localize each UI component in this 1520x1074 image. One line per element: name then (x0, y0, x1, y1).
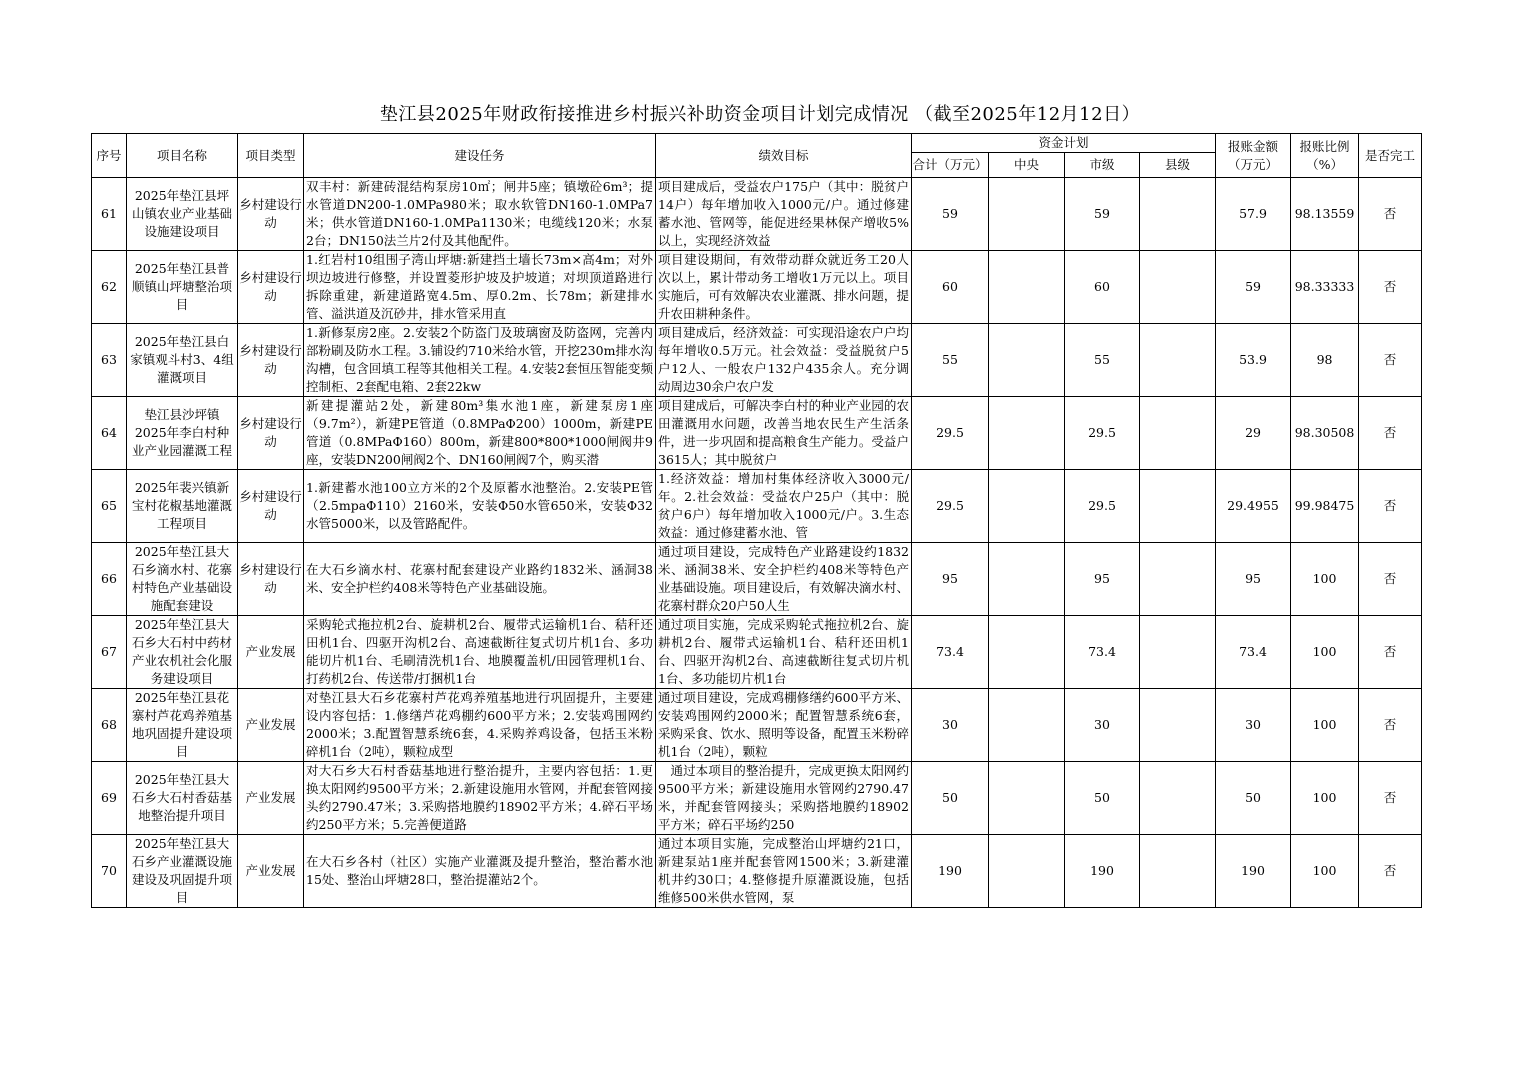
cell-county (1140, 616, 1216, 689)
cell-type: 乡村建设行动 (238, 178, 304, 251)
page-title: 垫江县2025年财政衔接推进乡村振兴补助资金项目计划完成情况 （截至2025年12月12日） (379, 104, 1141, 125)
cell-central (989, 397, 1065, 470)
header-central: 中央 (989, 153, 1065, 178)
table-row (92, 251, 1422, 324)
cell-seq: 69 (92, 762, 127, 835)
cell-city: 73.4 (1065, 616, 1140, 689)
cell-type: 乡村建设行动 (238, 543, 304, 616)
cell-central (989, 616, 1065, 689)
cell-reimb-ratio: 99.98475 (1291, 470, 1359, 543)
cell-reimb-amount: 29.4955 (1216, 470, 1291, 543)
cell-total: 55 (912, 324, 989, 397)
cell-reimb-ratio: 98 (1291, 324, 1359, 397)
cell-reimb-amount: 95 (1216, 543, 1291, 616)
table-row (92, 470, 1422, 543)
cell-total: 29.5 (912, 470, 989, 543)
cell-reimb-amount: 57.9 (1216, 178, 1291, 251)
cell-total: 59 (912, 178, 989, 251)
cell-county (1140, 543, 1216, 616)
cell-city: 190 (1065, 835, 1140, 908)
cell-reimb-amount: 50 (1216, 762, 1291, 835)
table-row (92, 324, 1422, 397)
cell-county (1140, 762, 1216, 835)
header-city: 市级 (1065, 153, 1140, 178)
cell-reimb-amount: 30 (1216, 689, 1291, 762)
cell-central (989, 251, 1065, 324)
cell-reimb-amount: 190 (1216, 835, 1291, 908)
cell-type: 产业发展 (238, 616, 304, 689)
cell-reimb-amount: 73.4 (1216, 616, 1291, 689)
header-seq: 序号 (92, 134, 127, 178)
cell-total: 60 (912, 251, 989, 324)
cell-done: 否 (1359, 470, 1422, 543)
cell-done: 否 (1359, 762, 1422, 835)
cell-done: 否 (1359, 251, 1422, 324)
cell-total: 29.5 (912, 397, 989, 470)
cell-type: 产业发展 (238, 689, 304, 762)
cell-central (989, 178, 1065, 251)
header-name: 项目名称 (127, 134, 238, 178)
cell-name: 2025年垫江县普顺镇山坪塘整治项目 (127, 251, 238, 324)
cell-task: 双丰村：新建砖混结构泵房10㎡；闸井5座；镇墩砼6m³；提水管道DN200-1.0MPa980米；取水软管DN160-1.0MPa7米；供水管道DN160-1.0MPa1130米；电缆线120米；水泵2台；DN150法兰片2付及其他配件。 (306, 179, 653, 248)
cell-name: 2025年垫江县大石乡产业灌溉设施建设及巩固提升项目 (127, 835, 238, 908)
cell-task: 1.新建蓄水池100立方米的2个及原蓄水池整治。2.安装PE管（2.5mpaΦ110）2160米，安装Φ50水管650米，安装Φ32水管5000米，以及管路配件。 (306, 480, 653, 531)
cell-done: 否 (1359, 835, 1422, 908)
cell-county (1140, 178, 1216, 251)
cell-seq: 67 (92, 616, 127, 689)
cell-type: 乡村建设行动 (238, 251, 304, 324)
cell-type: 乡村建设行动 (238, 470, 304, 543)
cell-reimb-amount: 59 (1216, 251, 1291, 324)
cell-done: 否 (1359, 616, 1422, 689)
cell-name: 2025年垫江县花寨村芦花鸡养殖基地巩固提升建设项目 (127, 689, 238, 762)
cell-type: 产业发展 (238, 835, 304, 908)
cell-name: 2025年垫江县大石乡大石村香菇基地整治提升项目 (127, 762, 238, 835)
cell-seq: 62 (92, 251, 127, 324)
header-goal: 绩效目标 (656, 134, 912, 178)
cell-name: 2025年垫江县大石乡滴水村、花寨村特色产业基础设施配套建设 (127, 543, 238, 616)
cell-reimb-ratio: 100 (1291, 616, 1359, 689)
cell-city: 29.5 (1065, 397, 1140, 470)
cell-central (989, 689, 1065, 762)
cell-reimb-ratio: 98.13559 (1291, 178, 1359, 251)
cell-seq: 68 (92, 689, 127, 762)
cell-county (1140, 689, 1216, 762)
cell-seq: 65 (92, 470, 127, 543)
header-county: 县级 (1140, 153, 1216, 178)
cell-done: 否 (1359, 397, 1422, 470)
table-row (92, 689, 1422, 762)
cell-county (1140, 324, 1216, 397)
cell-city: 30 (1065, 689, 1140, 762)
cell-goal: 通过本项目的整治提升，完成更换太阳网约9500平方米；新建设施用水管网约2790.47米，并配套管网接头；采购搭地膜约18902平方米；碎石平场约250 (658, 763, 909, 832)
cell-goal: 通过项目建设，完成鸡棚修缮约600平方米、安装鸡围网约2000米；配置智慧系统6套，采购采食、饮水、照明等设备，配置玉米粉碎机1台（2吨），颗粒 (658, 690, 909, 759)
cell-goal: 通过项目建设，完成特色产业路建设约1832米、涵洞38米、安全护栏约408米等特色产业基础设施。项目建设后，有效解决滴水村、花寨村群众20户50人生 (658, 544, 909, 613)
cell-task: 在大石乡滴水村、花寨村配套建设产业路约1832米、涵洞38米、安全护栏约408米等特色产业基础设施。 (306, 562, 653, 595)
cell-name: 2025年垫江县大石乡大石村中药材产业农机社会化服务建设项目 (127, 616, 238, 689)
cell-task: 1.新修泵房2座。2.安装2个防盗门及玻璃窗及防盗网，完善内部粉刷及防水工程。3.铺设约710米给水管，开挖230m排水沟沟槽，包含回填工程等其他相关工程。4.安装2套恒压智能变频控制柜、2套配电箱、2套22kw (306, 325, 653, 394)
cell-name: 2025年裴兴镇新宝村花椒基地灌溉工程项目 (127, 470, 238, 543)
cell-total: 95 (912, 543, 989, 616)
cell-reimb-ratio: 98.30508 (1291, 397, 1359, 470)
cell-central (989, 470, 1065, 543)
cell-central (989, 324, 1065, 397)
cell-done: 否 (1359, 689, 1422, 762)
cell-type: 乡村建设行动 (238, 324, 304, 397)
header-total: 合计（万元） (912, 153, 989, 178)
cell-reimb-amount: 53.9 (1216, 324, 1291, 397)
header-task: 建设任务 (304, 134, 656, 178)
cell-task: 1.红岩村10组围子湾山坪塘:新建挡土墙长73m×高4m；对外坝边坡进行修整，并设置菱形护坡及护坡道；对坝顶道路进行拆除重建，新建道路宽4.5m、厚0.2m、长78m；新建排水管、溢洪道及沉砂井，排水管采用直 (306, 252, 653, 321)
cell-city: 29.5 (1065, 470, 1140, 543)
cell-county (1140, 251, 1216, 324)
cell-central (989, 543, 1065, 616)
cell-city: 59 (1065, 178, 1140, 251)
cell-central (989, 835, 1065, 908)
cell-seq: 70 (92, 835, 127, 908)
cell-goal: 1.经济效益：增加村集体经济收入3000元/年。2.社会效益：受益农户25户（其中：脱贫户6户）每年增加收入1000元/户。3.生态效益：通过修建蓄水池、管 (658, 471, 909, 540)
cell-total: 73.4 (912, 616, 989, 689)
cell-reimb-amount: 29 (1216, 397, 1291, 470)
table-row (92, 835, 1422, 908)
cell-seq: 66 (92, 543, 127, 616)
header-fund-plan: 资金计划 (912, 134, 1216, 153)
cell-reimb-ratio: 100 (1291, 835, 1359, 908)
cell-central (989, 762, 1065, 835)
table-row (92, 616, 1422, 689)
cell-name: 2025年垫江县坪山镇农业产业基础设施建设项目 (127, 178, 238, 251)
cell-name: 垫江县沙坪镇2025年李白村种业产业园灌溉工程 (127, 397, 238, 470)
cell-goal: 项目建成后，可解决李白村的种业产业园的农田灌溉用水问题，改善当地农民生产生活条件，进一步巩固和提高粮食生产能力。受益户3615人；其中脱贫户 (658, 398, 909, 467)
cell-goal: 通过本项目实施，完成整治山坪塘约21口，新建泵站1座并配套管网1500米；3.新建灌机井约30口；4.整修提升原灌溉设施，包括维修500米供水管网，泵 (658, 836, 909, 905)
cell-type: 产业发展 (238, 762, 304, 835)
cell-city: 55 (1065, 324, 1140, 397)
cell-reimb-ratio: 100 (1291, 543, 1359, 616)
cell-done: 否 (1359, 324, 1422, 397)
project-table (91, 133, 1422, 908)
cell-task: 对大石乡大石村香菇基地进行整治提升，主要内容包括：1.更换太阳网约9500平方米；2.新建设施用水管网，并配套管网接头约2790.47米；3.采购搭地膜约18902平方米；4.碎石平场约250平方米；5.完善便道路 (306, 763, 653, 832)
cell-total: 50 (912, 762, 989, 835)
header-reimb-amount: 报账金额（万元） (1216, 134, 1291, 178)
table-row (92, 543, 1422, 616)
cell-done: 否 (1359, 178, 1422, 251)
cell-reimb-ratio: 100 (1291, 689, 1359, 762)
cell-reimb-ratio: 100 (1291, 762, 1359, 835)
cell-done: 否 (1359, 543, 1422, 616)
cell-name: 2025年垫江县白家镇观斗村3、4组灌溉项目 (127, 324, 238, 397)
cell-city: 60 (1065, 251, 1140, 324)
cell-reimb-ratio: 98.33333 (1291, 251, 1359, 324)
header-type: 项目类型 (238, 134, 304, 178)
cell-city: 50 (1065, 762, 1140, 835)
cell-goal: 项目建成后，受益农户175户（其中：脱贫户14户）每年增加收入1000元/户。通过修建蓄水池、管网等，能促进经果林保产增收5%以上，实现经济效益 (658, 179, 909, 248)
table-row (92, 397, 1422, 470)
table-row (92, 178, 1422, 251)
cell-total: 190 (912, 835, 989, 908)
cell-total: 30 (912, 689, 989, 762)
table-row (92, 762, 1422, 835)
cell-goal: 项目建设期间，有效带动群众就近务工20人次以上，累计带动务工增收1万元以上。项目实施后，可有效解决农业灌溉、排水问题，提升农田耕种条件。 (658, 252, 909, 321)
cell-seq: 61 (92, 178, 127, 251)
cell-task: 采购轮式拖拉机2台、旋耕机2台、履带式运输机1台、秸秆还田机1台、四驱开沟机2台、高速截断往复式切片机1台、多功能切片机1台、毛刷清洗机1台、地膜覆盖机/田园管理机1台、打药机2台、传送带/打捆机1台 (306, 617, 653, 686)
cell-task: 对垫江县大石乡花寨村芦花鸡养殖基地进行巩固提升，主要建设内容包括：1.修缮芦花鸡棚约600平方米；2.安装鸡围网约2000米；3.配置智慧系统6套，4.采购养鸡设备，包括玉米粉碎机1台（2吨），颗粒成型 (306, 690, 653, 759)
cell-task: 新建提灌站2处，新建80m³集水池1座，新建泵房1座（9.7m²），新建PE管道（0.8MPaΦ200）1000m，新建PE管道（0.8MPaΦ160）800m，新建800*800*1000闸阀井9座，安装DN200闸阀2个、DN160闸阀7个，购买潜 (306, 398, 653, 467)
cell-county (1140, 835, 1216, 908)
header-done: 是否完工 (1359, 134, 1422, 178)
cell-city: 95 (1065, 543, 1140, 616)
cell-seq: 64 (92, 397, 127, 470)
cell-goal: 通过项目实施，完成采购轮式拖拉机2台、旋耕机2台、履带式运输机1台、秸秆还田机1台、四驱开沟机2台、高速截断往复式切片机1台、多功能切片机1台 (658, 617, 909, 686)
cell-seq: 63 (92, 324, 127, 397)
cell-task: 在大石乡各村（社区）实施产业灌溉及提升整治，整治蓄水池15处、整治山坪塘28口，整治提灌站2个。 (306, 854, 653, 887)
cell-county (1140, 397, 1216, 470)
cell-county (1140, 470, 1216, 543)
cell-type: 乡村建设行动 (238, 397, 304, 470)
header-reimb-ratio: 报账比例（%） (1291, 134, 1359, 178)
cell-goal: 项目建成后，经济效益：可实现沿途农户户均每年增收0.5万元。社会效益：受益脱贫户5户12人、一般农户132户435余人。充分调动周边30余户农户发 (658, 325, 909, 394)
